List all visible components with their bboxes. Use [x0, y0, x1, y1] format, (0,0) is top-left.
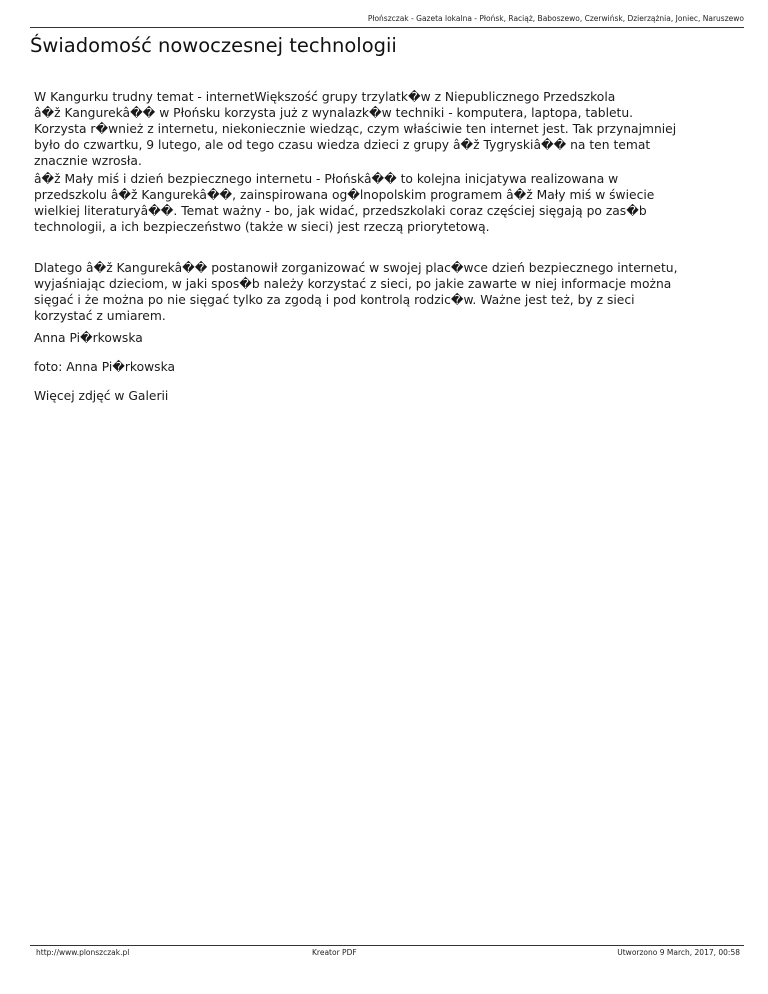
photo-credit: foto: Anna Pi�rkowska [34, 360, 176, 374]
header-divider [30, 27, 744, 28]
article-title: Świadomość nowoczesnej technologii [30, 34, 397, 57]
gallery-link[interactable]: Więcej zdjęć w Galerii [34, 389, 169, 403]
author-line: Anna Pi�rkowska [34, 331, 143, 345]
footer-divider [30, 945, 744, 946]
page-footer [36, 948, 744, 960]
article-paragraph-3: Dlatego â�ž Kangurekâ�� postanowił zorganizować w swojej plac�wce dzień bezpiecznego internetu, wyjaśniając dzieciom, w jaki spos�b należy korzystać z sieci, po jakie zawarte w niej informacje można sięgać i że można po nie sięgać tylko za zgodą i pod kontrolą rodzic�w. Ważne jest też, by z sieci korzystać z umiarem. [34, 261, 678, 324]
article-paragraph-1: W Kangurku trudny temat - internetWiększość grupy trzylatk�w z Niepublicznego Przedszkola â�ž Kangurekâ�� w Płońsku korzysta już z wynalazk�w techniki - komputera, laptopa, tabletu. Korzysta r�wnież z internetu, niekoniecznie wiedząc, czym właściwie ten internet jest. Tak przynajmniej było do czwartku, 9 lutego, ale od tego czasu wiedza dzieci z grupy â�ž Tygryskiâ�� na ten temat znacznie wzrosła. [34, 90, 677, 169]
footer-url-link[interactable]: http://www.plonszczak.pl [36, 948, 130, 957]
article-paragraph-2: â�ž Mały miś i dzień bezpiecznego internetu - Płońskâ�� to kolejna inicjatywa realizowana w przedszkolu â�ž Kangurekâ��, zainspirowana og�lnopolskim programem â�ž Mały miś w świecie wielkiej literaturyâ��. Temat ważny - bo, jak widać, przedszkolaki coraz częściej sięgają po zas�b technologii, a ich bezpieczeństwo (także w sieci) jest rzeczą priorytetową. [34, 172, 655, 235]
page-header [30, 14, 744, 26]
footer-creator: Kreator PDF [312, 948, 357, 957]
header-site-line: Płońszczak - Gazeta lokalna - Płońsk, Raciąż, Baboszewo, Czerwińsk, Dzierzążnia, Joniec, Naruszewo [367, 14, 744, 23]
footer-created-date: Utworzono 9 March, 2017, 00:58 [617, 948, 740, 957]
